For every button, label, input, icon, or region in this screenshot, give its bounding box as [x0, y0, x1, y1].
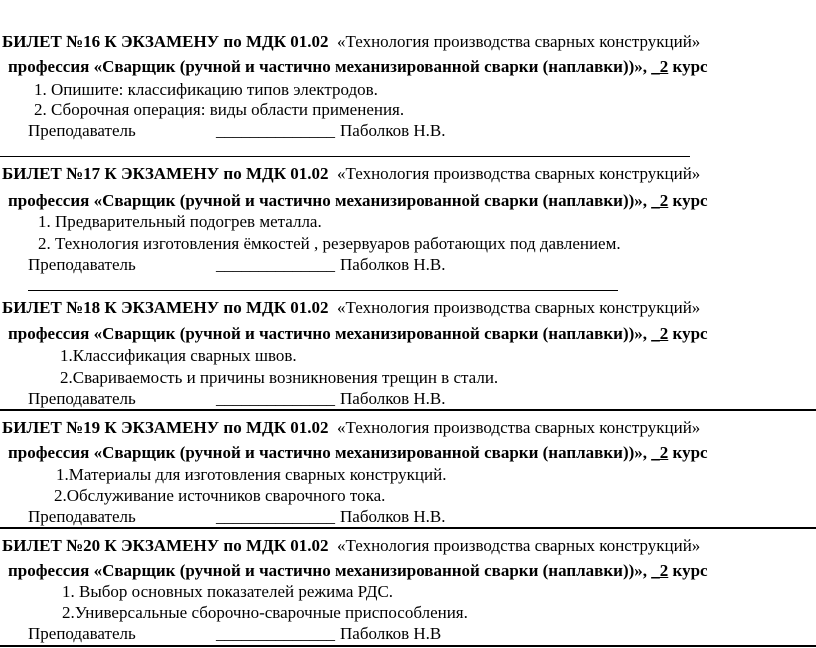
question-2: 2. Технология изготовления ёмкостей , резервуаров работающих под давлением.: [38, 234, 621, 253]
question-2: 2.Универсальные сборочно-сварочные приспособления.: [62, 603, 468, 622]
teacher-line: [28, 507, 446, 527]
teacher-label: Преподаватель: [28, 255, 136, 274]
profession-text: профессия «Сварщик (ручной и частично механизированной сварки (наплавки))»,: [8, 191, 652, 210]
signature-line: ______________: [216, 389, 335, 408]
divider: [0, 409, 816, 411]
teacher-label: Преподаватель: [28, 121, 136, 140]
course-name: «Технология производства сварных конструкций»: [337, 418, 701, 437]
divider: [28, 290, 618, 291]
divider: [0, 156, 690, 157]
year-suffix: курс: [668, 191, 708, 210]
year-suffix: курс: [668, 561, 708, 580]
teacher-name: Паболков Н.В.: [340, 121, 446, 140]
teacher-name: Паболков Н.В.: [340, 255, 446, 274]
question-1: 1. Предварительный подогрев металла.: [38, 212, 322, 231]
divider: [0, 645, 816, 647]
divider: [0, 527, 816, 529]
question-1: 1.Классификация сварных швов.: [60, 346, 297, 365]
teacher-line: [28, 121, 446, 141]
profession-text: профессия «Сварщик (ручной и частично механизированной сварки (наплавки))»,: [8, 57, 652, 76]
year-value: _2: [651, 324, 669, 343]
year-suffix: курс: [668, 443, 708, 462]
ticket-title: [2, 536, 700, 556]
year-suffix: курс: [668, 324, 708, 343]
question-2: 2.Свариваемость и причины возникновения трещин в стали.: [60, 368, 499, 387]
ticket-number: БИЛЕТ №19 К ЭКЗАМЕНУ по МДК 01.02: [2, 418, 329, 437]
question-1: 1. Опишите: классификацию типов электродов.: [34, 80, 378, 99]
year-suffix: курс: [668, 57, 708, 76]
profession-line: [8, 443, 708, 463]
signature-line: ______________: [216, 255, 335, 274]
ticket-title: [2, 298, 700, 318]
ticket-title: [2, 418, 700, 438]
ticket-title: [2, 164, 700, 184]
teacher-label: Преподаватель: [28, 389, 136, 408]
ticket-number: БИЛЕТ №20 К ЭКЗАМЕНУ по МДК 01.02: [2, 536, 329, 555]
signature-line: ______________: [216, 121, 335, 140]
ticket-number: БИЛЕТ №16 К ЭКЗАМЕНУ по МДК 01.02: [2, 32, 329, 51]
question-1: 1. Выбор основных показателей режима РДС.: [62, 582, 394, 601]
course-name: «Технология производства сварных конструкций»: [337, 32, 701, 51]
teacher-name: Паболков Н.В: [340, 624, 442, 643]
profession-text: профессия «Сварщик (ручной и частично механизированной сварки (наплавки))»,: [8, 324, 652, 343]
teacher-line: [28, 255, 446, 275]
profession-line: [8, 57, 708, 77]
ticket-number: БИЛЕТ №17 К ЭКЗАМЕНУ по МДК 01.02: [2, 164, 329, 183]
signature-line: ______________: [216, 507, 335, 526]
teacher-label: Преподаватель: [28, 624, 136, 643]
question-1: 1.Материалы для изготовления сварных конструкций.: [56, 465, 447, 484]
year-value: _2: [651, 443, 669, 462]
course-name: «Технология производства сварных конструкций»: [337, 536, 701, 555]
teacher-label: Преподаватель: [28, 507, 136, 526]
profession-line: [8, 561, 708, 581]
ticket-title: [2, 32, 700, 52]
teacher-line: [28, 624, 442, 644]
teacher-name: Паболков Н.В.: [340, 507, 446, 526]
year-value: _2: [651, 191, 669, 210]
signature-line: ______________: [216, 624, 335, 643]
year-value: _2: [651, 57, 669, 76]
profession-text: профессия «Сварщик (ручной и частично механизированной сварки (наплавки))»,: [8, 443, 652, 462]
teacher-name: Паболков Н.В.: [340, 389, 446, 408]
teacher-line: [28, 389, 446, 409]
year-value: _2: [651, 561, 669, 580]
question-2: 2. Сборочная операция: виды области применения.: [34, 100, 405, 119]
profession-text: профессия «Сварщик (ручной и частично механизированной сварки (наплавки))»,: [8, 561, 652, 580]
course-name: «Технология производства сварных конструкций»: [337, 298, 701, 317]
profession-line: [8, 324, 708, 344]
ticket-number: БИЛЕТ №18 К ЭКЗАМЕНУ по МДК 01.02: [2, 298, 329, 317]
profession-line: [8, 191, 708, 211]
course-name: «Технология производства сварных конструкций»: [337, 164, 701, 183]
question-2: 2.Обслуживание источников сварочного тока.: [54, 486, 386, 505]
